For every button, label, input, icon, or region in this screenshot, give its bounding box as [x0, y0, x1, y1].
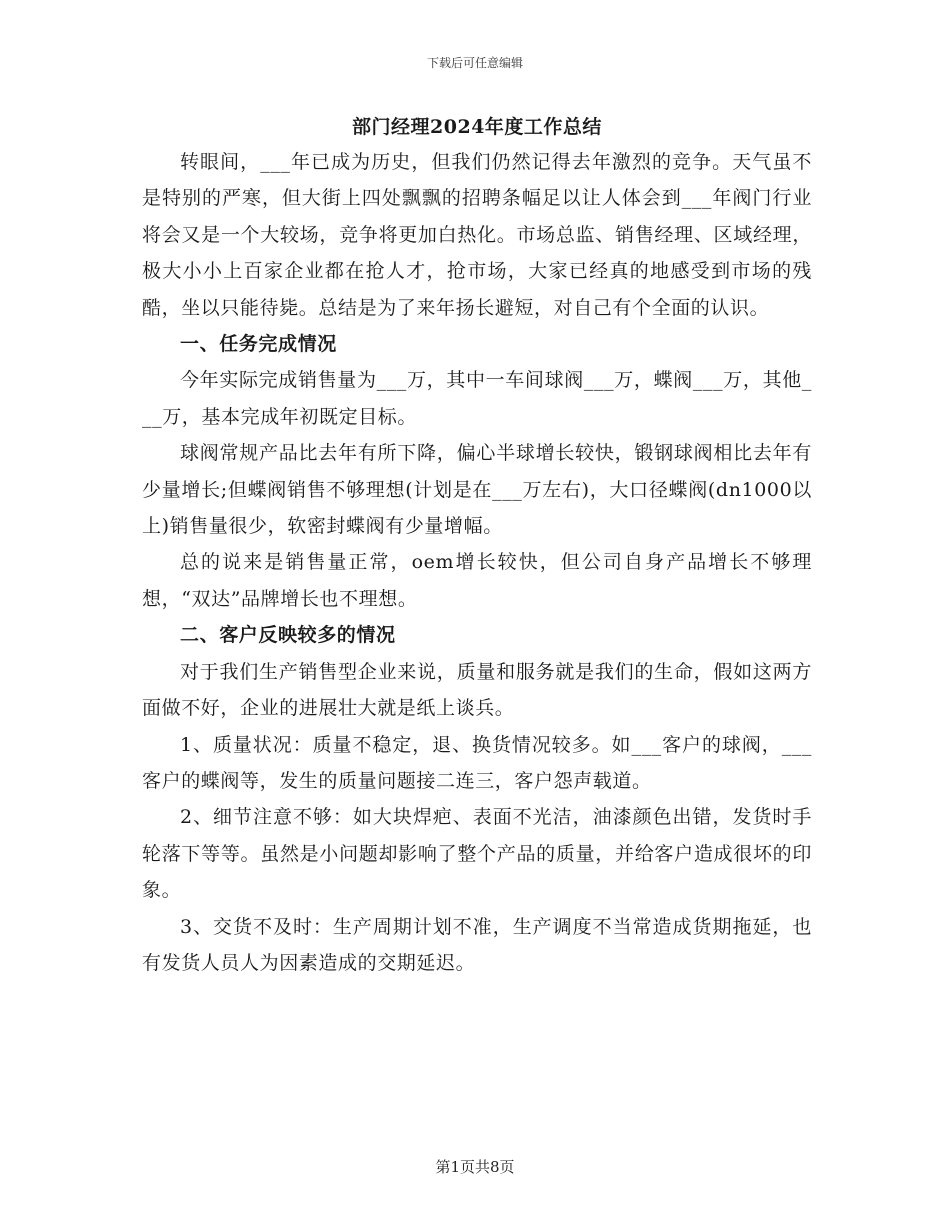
intro-paragraph: 转眼间，___年已成为历史，但我们仍然记得去年激烈的竞争。天气虽不是特别的严寒，但大街上四处飘飘的招聘条幅足以让人体会到___年阀门行业将会又是一个大较场，竞争将更加白热化。市场总监、销售经理、区域经理，极大小小上百家企业都在抢人才，抢市场，大家已经真的地感受到市场的残酷，坐以只能待毙。总结是为了来年扬长避短，对自己有个全面的认识。	[142, 151, 812, 319]
section-heading-customer-feedback: 二、客户反映较多的情况	[180, 624, 396, 647]
product-analysis-paragraph: 球阀常规产品比去年有所下降，偏心半球增长较快，锻钢球阀相比去年有少量增长;但蝶阀销售不够理想(计划是在___万左右)，大口径蝶阀(dn1000以上)销售量很少，软密封蝶阀有少量增幅。	[142, 442, 812, 538]
detail-attention-paragraph: 2、细节注意不够：如大块焊疤、表面不光洁，油漆颜色出错，发货时手轮落下等等。虽然是小问题却影响了整个产品的质量，并给客户造成很坏的印象。	[142, 806, 812, 902]
sales-volume-paragraph: 今年实际完成销售量为___万，其中一车间球阀___万，蝶阀___万，其他___万，基本完成年初既定目标。	[142, 369, 812, 428]
page-number: 第1页共8页	[435, 1158, 515, 1176]
quality-status-paragraph: 1、质量状况：质量不稳定，退、换货情况较多。如___客户的球阀，___客户的蝶阀等，发生的质量问题接二连三，客户怨声载道。	[142, 733, 812, 792]
section-heading-task-completion: 一、任务完成情况	[180, 333, 337, 356]
summary-paragraph: 总的说来是销售量正常，oem增长较快，但公司自身产品增长不够理想，“双达”品牌增长也不理想。	[142, 551, 812, 610]
quality-service-paragraph: 对于我们生产销售型企业来说，质量和服务就是我们的生命，假如这两方面做不好，企业的进展壮大就是纸上谈兵。	[142, 660, 812, 720]
document-page	[142, 112, 812, 981]
page-header-note: 下载后可任意编辑	[426, 56, 523, 70]
delivery-delay-paragraph: 3、交货不及时：生产周期计划不准，生产调度不当常造成货期拖延，也有发货人员人为因素造成的交期延迟。	[142, 915, 812, 974]
document-title: 部门经理2024年度工作总结	[352, 116, 602, 138]
